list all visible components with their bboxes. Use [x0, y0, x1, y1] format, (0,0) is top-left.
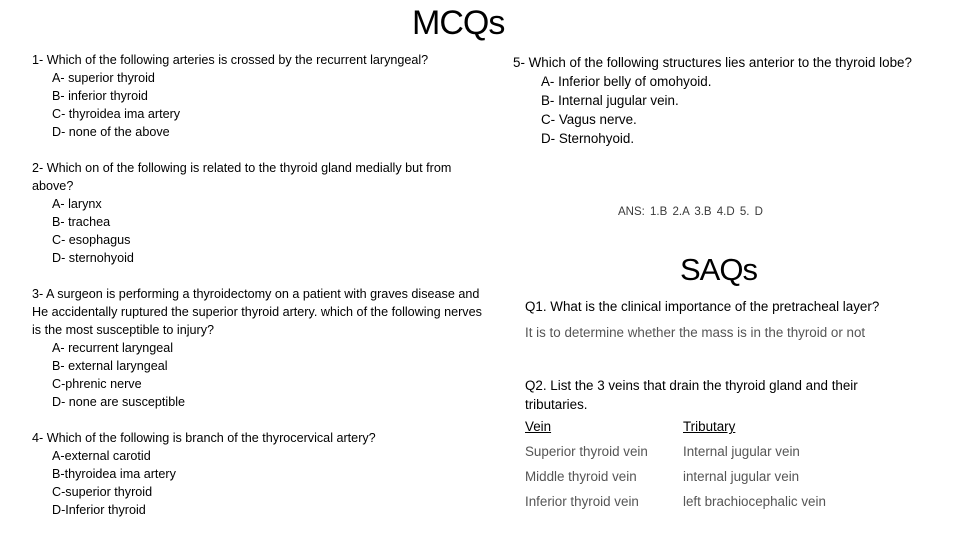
vein-cell: Superior thyroid vein	[525, 444, 648, 459]
question-text: 5- Which of the following structures lies anterior to the thyroid lobe?	[513, 55, 912, 70]
vein-cell: Middle thyroid vein	[525, 469, 637, 484]
option-d: D- none of the above	[52, 125, 170, 139]
option-a: A- Inferior belly of omohyoid.	[541, 74, 712, 89]
answer-key: ANS: 1.B 2.A 3.B 4.D 5. D	[618, 206, 763, 218]
column-header-vein: Vein	[525, 419, 552, 434]
saq-answer-1: It is to determine whether the mass is in the thyroid or not	[525, 325, 866, 340]
question-text: 2- Which on of the following is related to the thyroid gland medially but from above?	[32, 161, 452, 193]
question-block	[32, 51, 482, 141]
option-c: C- esophagus	[52, 233, 131, 247]
question-block	[32, 285, 482, 411]
option-b: B- Internal jugular vein.	[541, 93, 679, 108]
saqs-title: SAQs	[680, 252, 757, 287]
page-title: MCQs	[412, 4, 505, 42]
option-b: B-thyroidea ima artery	[52, 467, 176, 481]
option-b: B- external laryngeal	[52, 359, 168, 373]
option-c: C-superior thyroid	[52, 485, 153, 499]
option-d: D- none are susceptible	[52, 395, 186, 409]
tributary-cell: left brachiocephalic vein	[683, 494, 826, 509]
option-d: D-Inferior thyroid	[52, 503, 146, 517]
question-text: 4- Which of the following is branch of the thyrocervical artery?	[32, 431, 376, 445]
option-c: C-phrenic nerve	[52, 377, 142, 391]
vein-cell: Inferior thyroid vein	[525, 494, 639, 509]
tributary-cell: Internal jugular vein	[683, 444, 800, 459]
question-text: 3- A surgeon is performing a thyroidectomy on a patient with graves disease and He accidentally ruptured the superior thyroid artery. which of the following nerves is the most susceptible to injury?	[32, 287, 482, 337]
option-a: A- superior thyroid	[52, 71, 155, 85]
option-b: B- trachea	[52, 215, 111, 229]
question-block	[32, 429, 482, 519]
mcq-left-column	[32, 51, 482, 519]
option-d: D- sternohyoid	[52, 251, 134, 265]
option-a: A- recurrent laryngeal	[52, 341, 174, 355]
saq-question-2: Q2. List the 3 veins that drain the thyroid gland and their tributaries.	[525, 378, 858, 412]
option-a: A-external carotid	[52, 449, 151, 463]
option-d: D- Sternohyoid.	[541, 131, 635, 146]
column-header-tributary: Tributary	[683, 419, 736, 434]
tributary-cell: internal jugular vein	[683, 469, 800, 484]
option-c: C- thyroidea ima artery	[52, 107, 181, 121]
question-block	[32, 159, 482, 267]
option-b: B- inferior thyroid	[52, 89, 148, 103]
saq-question-1: Q1. What is the clinical importance of the pretracheal layer?	[525, 299, 880, 314]
option-c: C- Vagus nerve.	[541, 112, 637, 127]
question-text: 1- Which of the following arteries is crossed by the recurrent laryngeal?	[32, 53, 429, 67]
mcq-right-column	[513, 53, 933, 148]
option-a: A- larynx	[52, 197, 102, 211]
